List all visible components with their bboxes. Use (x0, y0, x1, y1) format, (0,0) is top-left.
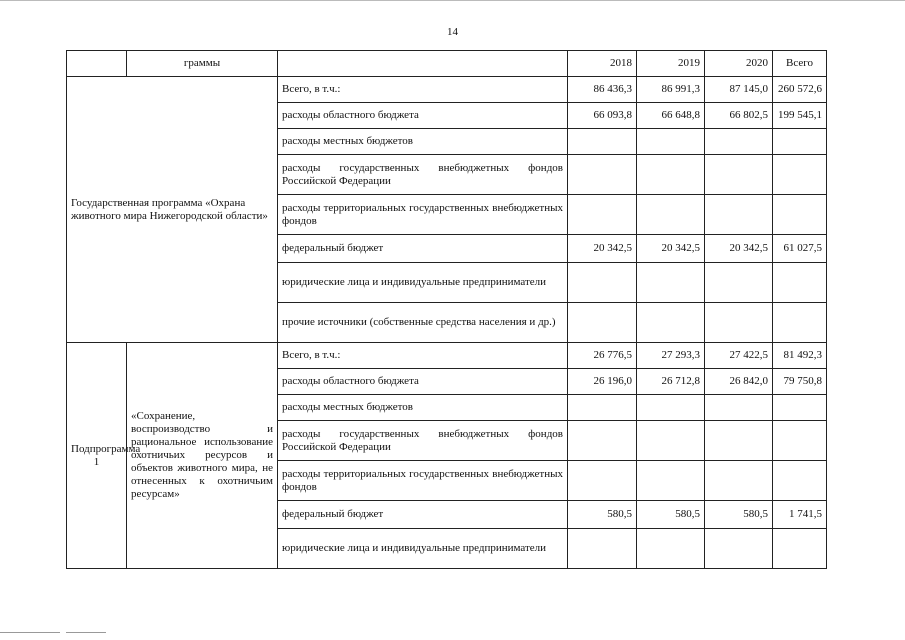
funding-source-label: Всего, в т.ч.: (278, 343, 568, 369)
year-value-cell (705, 421, 773, 461)
year-value-cell: 27 293,3 (637, 343, 705, 369)
year-value-cell: 26 196,0 (568, 369, 637, 395)
subprogram-row (67, 343, 827, 369)
funding-table (66, 50, 827, 569)
funding-source-label: расходы областного бюджета (278, 369, 568, 395)
funding-source-label: расходы местных бюджетов (278, 129, 568, 155)
year-value-cell: 26 776,5 (568, 343, 637, 369)
total-cell (773, 263, 827, 303)
header-blank-cell (67, 51, 127, 77)
year-value-cell (705, 461, 773, 501)
year-value-cell (637, 129, 705, 155)
total-cell: 260 572,6 (773, 77, 827, 103)
page-bottom-mark (66, 632, 106, 633)
total-cell (773, 303, 827, 343)
year-value-cell: 20 342,5 (637, 235, 705, 263)
funding-source-label: федеральный бюджет (278, 501, 568, 529)
header-year-2018: 2018 (568, 51, 637, 77)
total-cell (773, 195, 827, 235)
year-value-cell (637, 421, 705, 461)
year-value-cell (637, 195, 705, 235)
total-cell: 199 545,1 (773, 103, 827, 129)
header-source-cell (278, 51, 568, 77)
funding-source-label: расходы государственных внебюджетных фондов Российской Федерации (278, 421, 568, 461)
year-value-cell (705, 129, 773, 155)
program-row (67, 77, 827, 103)
year-value-cell: 87 145,0 (705, 77, 773, 103)
funding-source-label: федеральный бюджет (278, 235, 568, 263)
year-value-cell (637, 155, 705, 195)
page-top-edge (0, 0, 905, 1)
year-value-cell (705, 263, 773, 303)
year-value-cell (568, 155, 637, 195)
year-value-cell (705, 303, 773, 343)
year-value-cell (637, 263, 705, 303)
subprogram-label-cell: Подпрограмма 1 (67, 343, 127, 569)
funding-source-label: расходы местных бюджетов (278, 395, 568, 421)
year-value-cell (568, 529, 637, 569)
total-cell (773, 129, 827, 155)
funding-source-label: прочие источники (собственные средства населения и др.) (278, 303, 568, 343)
year-value-cell (637, 461, 705, 501)
year-value-cell (568, 263, 637, 303)
subprogram-title-cell: «Сохранение, воспроизводство и рациональное использование охотничьих ресурсов и объектов животного мира, не отнесенных к охотничьим ресурсам» (127, 343, 278, 569)
total-cell: 1 741,5 (773, 501, 827, 529)
total-cell (773, 461, 827, 501)
year-value-cell: 580,5 (705, 501, 773, 529)
total-cell: 81 492,3 (773, 343, 827, 369)
year-value-cell (568, 395, 637, 421)
total-cell (773, 529, 827, 569)
funding-source-label: юридические лица и индивидуальные предприниматели (278, 263, 568, 303)
funding-source-label: расходы территориальных государственных внебюджетных фондов (278, 195, 568, 235)
year-value-cell: 580,5 (568, 501, 637, 529)
year-value-cell (637, 303, 705, 343)
year-value-cell (568, 129, 637, 155)
year-value-cell: 86 436,3 (568, 77, 637, 103)
page-number: 14 (447, 26, 458, 38)
year-value-cell (705, 155, 773, 195)
header-row (67, 51, 827, 77)
year-value-cell: 86 991,3 (637, 77, 705, 103)
year-value-cell (705, 395, 773, 421)
year-value-cell: 27 422,5 (705, 343, 773, 369)
year-value-cell: 20 342,5 (568, 235, 637, 263)
year-value-cell: 66 802,5 (705, 103, 773, 129)
year-value-cell: 66 093,8 (568, 103, 637, 129)
header-total: Всего (773, 51, 827, 77)
total-cell: 61 027,5 (773, 235, 827, 263)
year-value-cell: 26 712,8 (637, 369, 705, 395)
year-value-cell: 26 842,0 (705, 369, 773, 395)
year-value-cell (568, 461, 637, 501)
year-value-cell (568, 195, 637, 235)
header-program-cell: граммы (127, 51, 278, 77)
funding-source-label: расходы государственных внебюджетных фондов Российской Федерации (278, 155, 568, 195)
year-value-cell (705, 529, 773, 569)
funding-source-label: расходы областного бюджета (278, 103, 568, 129)
total-cell: 79 750,8 (773, 369, 827, 395)
header-year-2019: 2019 (637, 51, 705, 77)
year-value-cell (568, 421, 637, 461)
funding-source-label: расходы территориальных государственных внебюджетных фондов (278, 461, 568, 501)
year-value-cell (705, 195, 773, 235)
total-cell (773, 155, 827, 195)
funding-source-label: юридические лица и индивидуальные предприниматели (278, 529, 568, 569)
year-value-cell (637, 529, 705, 569)
year-value-cell (568, 303, 637, 343)
year-value-cell: 580,5 (637, 501, 705, 529)
total-cell (773, 395, 827, 421)
year-value-cell (637, 395, 705, 421)
year-value-cell: 66 648,8 (637, 103, 705, 129)
page-bottom-mark (0, 632, 60, 633)
year-value-cell: 20 342,5 (705, 235, 773, 263)
program-title-cell: Государственная программа «Охрана животного мира Нижегородской области» (67, 77, 278, 343)
header-year-2020: 2020 (705, 51, 773, 77)
funding-source-label: Всего, в т.ч.: (278, 77, 568, 103)
total-cell (773, 421, 827, 461)
